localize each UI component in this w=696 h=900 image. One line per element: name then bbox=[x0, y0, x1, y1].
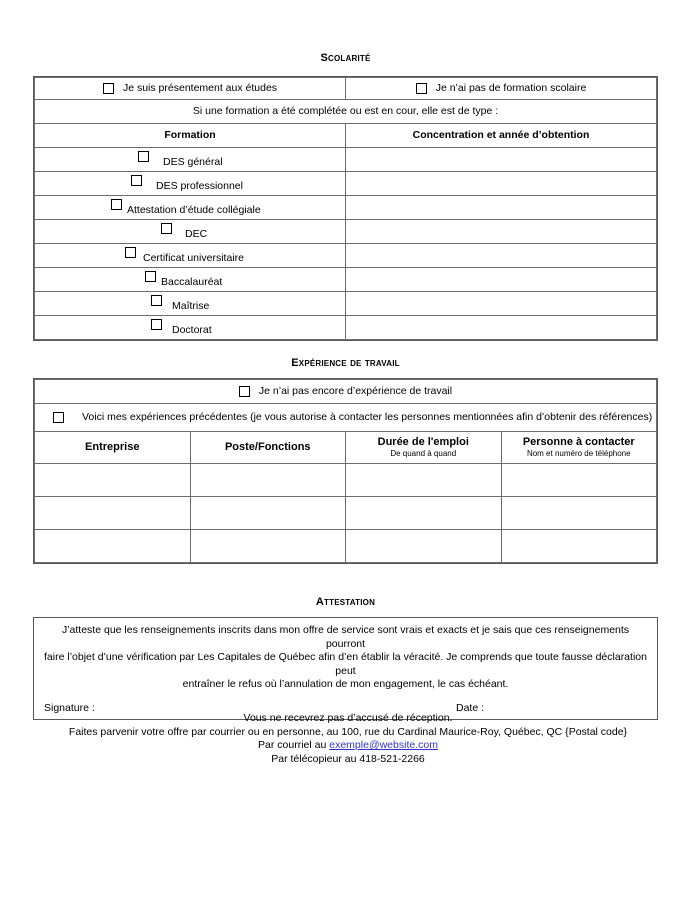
degree-label-maitrise: Maîtrise bbox=[172, 300, 210, 312]
footer-line-email bbox=[0, 739, 696, 753]
option-label-currently-studying: Je suis présentement aux études bbox=[122, 82, 278, 94]
checkbox-no-experience[interactable] bbox=[239, 386, 250, 397]
table-row bbox=[35, 464, 657, 497]
attestation-paragraph bbox=[34, 618, 657, 694]
cell-poste[interactable] bbox=[190, 530, 346, 563]
degree-cell-certificat-universitaire bbox=[35, 244, 346, 268]
cell-entreprise[interactable] bbox=[35, 497, 191, 530]
concentration-cell-maitrise[interactable] bbox=[346, 292, 657, 316]
option-cell-no-experience bbox=[35, 380, 657, 404]
table-row bbox=[35, 530, 657, 563]
degree-label-attestation-collegiale: Attestation d’étude collégiale bbox=[127, 204, 261, 216]
checkbox-no-schooling[interactable] bbox=[416, 83, 427, 94]
column-header-poste bbox=[190, 432, 346, 464]
option-cell-no-schooling bbox=[346, 78, 657, 100]
option-cell-currently-studying bbox=[35, 78, 346, 100]
concentration-cell-attestation-collegiale[interactable] bbox=[346, 196, 657, 220]
option-label-no-experience: Je n’ai pas encore d’expérience de travail bbox=[258, 385, 453, 397]
degree-label-doctorat: Doctorat bbox=[172, 324, 212, 336]
experience-prev-exp-row bbox=[35, 404, 657, 432]
experience-heading: Expérience de travail bbox=[291, 357, 400, 369]
table-row bbox=[35, 292, 657, 316]
degree-label-dec: DEC bbox=[185, 228, 208, 240]
cell-entreprise[interactable] bbox=[35, 530, 191, 563]
checkbox-doctorat[interactable] bbox=[151, 319, 162, 330]
column-header-personne-subtitle: Nom et numéro de téléphone bbox=[526, 449, 631, 458]
table-row bbox=[35, 316, 657, 340]
cell-personne[interactable] bbox=[501, 464, 657, 497]
column-header-entreprise bbox=[35, 432, 191, 464]
signature-label: Signature : bbox=[44, 701, 95, 714]
cell-personne[interactable] bbox=[501, 530, 657, 563]
footer-line-no-receipt: Vous ne recevrez pas d’accusé de réception. bbox=[243, 712, 453, 724]
checkbox-des-professionnel[interactable] bbox=[131, 175, 142, 186]
cell-duree[interactable] bbox=[346, 530, 502, 563]
experience-no-exp-row bbox=[35, 380, 657, 404]
table-row bbox=[35, 497, 657, 530]
degree-label-baccalaureat: Baccalauréat bbox=[161, 276, 223, 288]
attestation-paragraph-line2: faire l’objet d’une vérification par Les Capitales de Québec afin d’en établir la véracité. Je comprends que toute fausse déclaration peut bbox=[44, 651, 647, 677]
degree-cell-dec bbox=[35, 220, 346, 244]
degree-cell-doctorat bbox=[35, 316, 346, 340]
option-cell-previous-experience bbox=[35, 404, 657, 432]
scolarite-header-row bbox=[35, 124, 657, 148]
table-row bbox=[35, 244, 657, 268]
scolarite-heading: Scolarité bbox=[320, 52, 371, 64]
scolarite-instruction: Si une formation a été complétée ou est en cour, elle est de type : bbox=[35, 100, 657, 124]
footer-block bbox=[0, 712, 696, 766]
checkbox-baccalaureat[interactable] bbox=[145, 271, 156, 282]
attestation-paragraph-line3: entraîner le refus où l’annulation de mon engagement, le cas échéant. bbox=[182, 678, 509, 690]
degree-label-des-professionnel: DES professionnel bbox=[156, 180, 243, 192]
checkbox-certificat-universitaire[interactable] bbox=[125, 247, 136, 258]
degree-cell-des-professionnel bbox=[35, 172, 346, 196]
cell-duree[interactable] bbox=[346, 464, 502, 497]
column-header-poste-title: Poste/Fonctions bbox=[224, 441, 311, 453]
attestation-paragraph-line1: J’atteste que les renseignements inscrits dans mon offre de service sont vrais et exacts et je sais que ces renseignements pourront bbox=[61, 624, 630, 650]
concentration-cell-des-professionnel[interactable] bbox=[346, 172, 657, 196]
scolarite-instruction-row bbox=[35, 100, 657, 124]
cell-poste[interactable] bbox=[190, 497, 346, 530]
concentration-cell-baccalaureat[interactable] bbox=[346, 268, 657, 292]
checkbox-attestation-collegiale[interactable] bbox=[111, 199, 122, 210]
cell-poste[interactable] bbox=[190, 464, 346, 497]
degree-label-des-general: DES général bbox=[163, 156, 223, 168]
concentration-cell-doctorat[interactable] bbox=[346, 316, 657, 340]
column-header-concentration: Concentration et année d’obtention bbox=[346, 124, 657, 148]
column-header-duree bbox=[346, 432, 502, 464]
footer-line-fax: Par télécopieur au 418-521-2266 bbox=[271, 752, 425, 765]
experience-table bbox=[33, 378, 658, 564]
scolarite-options-row bbox=[35, 78, 657, 100]
footer-line-mailing-address: Faites parvenir votre offre par courrier ou en personne, au 100, rue du Cardinal Maurice-Roy, Québec, QC {Postal code} bbox=[68, 725, 628, 738]
table-row bbox=[35, 172, 657, 196]
column-header-duree-title: Durée de l'emploi bbox=[377, 436, 469, 448]
degree-cell-maitrise bbox=[35, 292, 346, 316]
table-row bbox=[35, 148, 657, 172]
option-label-previous-experience: Voici mes expériences précédentes (je vous autorise à contacter les personnes mentionnées afin d’obtenir des références) bbox=[82, 411, 653, 423]
concentration-cell-certificat-universitaire[interactable] bbox=[346, 244, 657, 268]
column-header-personne-title: Personne à contacter bbox=[522, 436, 635, 448]
cell-duree[interactable] bbox=[346, 497, 502, 530]
checkbox-maitrise[interactable] bbox=[151, 295, 162, 306]
checkbox-currently-studying[interactable] bbox=[103, 83, 114, 94]
concentration-cell-dec[interactable] bbox=[346, 220, 657, 244]
attestation-box bbox=[33, 617, 658, 720]
cell-personne[interactable] bbox=[501, 497, 657, 530]
table-row bbox=[35, 196, 657, 220]
concentration-cell-des-general[interactable] bbox=[346, 148, 657, 172]
degree-cell-attestation-collegiale bbox=[35, 196, 346, 220]
column-header-entreprise-title: Entreprise bbox=[85, 441, 140, 453]
footer-email-prefix: Par courriel au bbox=[258, 739, 330, 751]
column-header-personne bbox=[501, 432, 657, 464]
email-link[interactable]: exemple@website.com bbox=[329, 739, 438, 751]
attestation-heading: Attestation bbox=[315, 596, 376, 608]
degree-cell-des-general bbox=[35, 148, 346, 172]
date-label: Date : bbox=[456, 701, 485, 714]
checkbox-dec[interactable] bbox=[161, 223, 172, 234]
cell-entreprise[interactable] bbox=[35, 464, 191, 497]
table-row bbox=[35, 220, 657, 244]
column-header-duree-subtitle: De quand à quand bbox=[390, 449, 457, 458]
option-label-no-schooling: Je n’ai pas de formation scolaire bbox=[435, 82, 587, 94]
experience-header-row bbox=[35, 432, 657, 464]
checkbox-des-general[interactable] bbox=[138, 151, 149, 162]
checkbox-previous-experience[interactable] bbox=[53, 412, 64, 423]
degree-cell-baccalaureat bbox=[35, 268, 346, 292]
table-row bbox=[35, 268, 657, 292]
column-header-formation: Formation bbox=[35, 124, 346, 148]
degree-label-certificat-universitaire: Certificat universitaire bbox=[143, 252, 244, 264]
scolarite-table bbox=[33, 76, 658, 341]
